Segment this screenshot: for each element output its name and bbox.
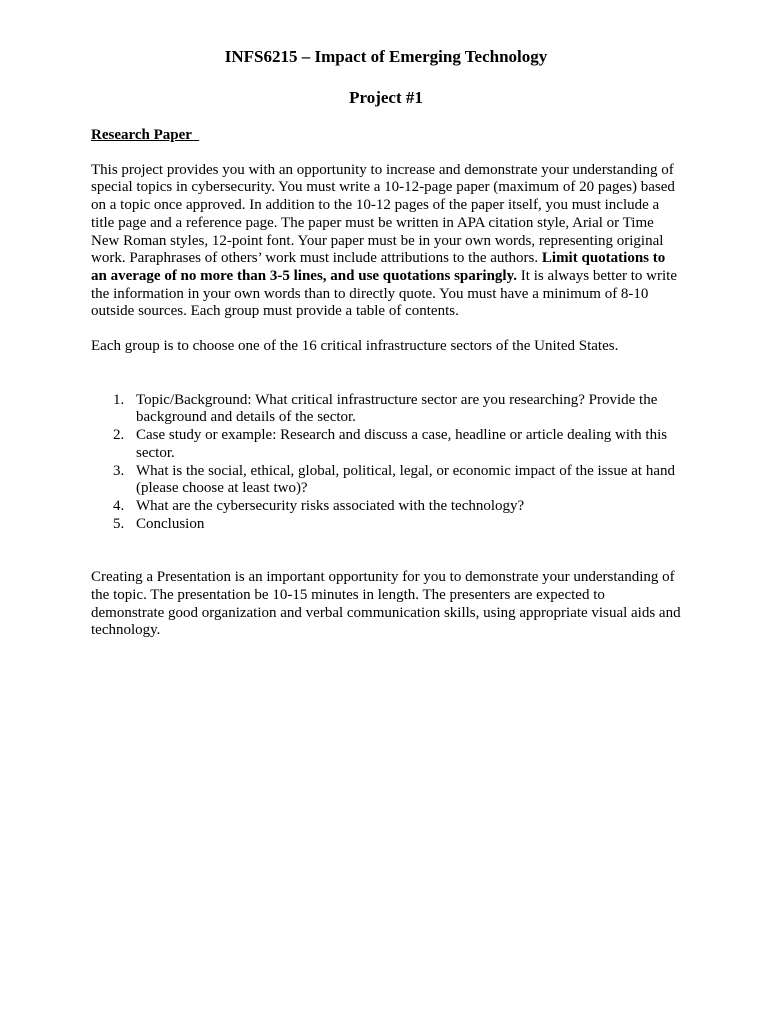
- list-item: [91, 463, 681, 498]
- intro-text-bold: Limit quotations to an average of no more than 3-5 lines, and use quotations sparingly.: [91, 250, 666, 284]
- list-item-number: 5.: [113, 515, 125, 532]
- presentation-paragraph: Creating a Presentation is an important opportunity for you to demonstrate your understanding of the topic. The presentation be 10-15 minutes in length. The presenters are expected to demonstrate good organization and verbal communication skills, using appropriate visual aids and technology.: [91, 569, 681, 639]
- list-item: [91, 392, 681, 427]
- list-item-number: 1.: [113, 391, 125, 408]
- document-subtitle: Project #1: [349, 88, 423, 107]
- list-item-number: 3.: [113, 462, 125, 479]
- sectors-paragraph: Each group is to choose one of the 16 critical infrastructure sectors of the United States.: [91, 338, 619, 355]
- list-item: [91, 498, 681, 516]
- requirements-list: [91, 392, 681, 534]
- intro-paragraph: [91, 162, 681, 321]
- list-item-text: Topic/Background: What critical infrastructure sector are you researching? Provide the background and details of the sector.: [136, 391, 658, 426]
- intro-text-part1: This project provides you with an opportunity to increase and demonstrate your understanding of special topics in cybersecurity. You must write a 10-12-page paper (maximum of 20 pages) based on a topic once approved. In addition to the 10-12 pages of the paper itself, you must include a title page and a reference page. The paper must be written in APA citation style, Arial or Time New Roman styles, 12-point font. Your paper must be in your own words, representing original work. Paraphrases of others’ work must include attributions to the authors.: [91, 161, 675, 267]
- intro-text-part2: It is always better to write the information in your own words than to directly quote. You must have a minimum of 8-10 outside sources. Each group must provide a table of contents.: [91, 267, 677, 320]
- list-item-text: What is the social, ethical, global, political, legal, or economic impact of the issue at hand (please choose at least two)?: [136, 462, 675, 497]
- section-heading-research-paper: Research Paper: [91, 127, 200, 143]
- document-page: [91, 45, 681, 640]
- list-item: [91, 516, 681, 534]
- document-title: INFS6215 – Impact of Emerging Technology: [224, 47, 548, 66]
- list-item-text: What are the cybersecurity risks associated with the technology?: [136, 497, 525, 514]
- list-item: [91, 427, 681, 462]
- list-item-number: 4.: [113, 497, 125, 514]
- list-item-number: 2.: [113, 427, 125, 444]
- list-item-text: Case study or example: Research and discuss a case, headline or article dealing with this sector.: [136, 427, 668, 461]
- list-item-text: Conclusion: [136, 515, 205, 532]
